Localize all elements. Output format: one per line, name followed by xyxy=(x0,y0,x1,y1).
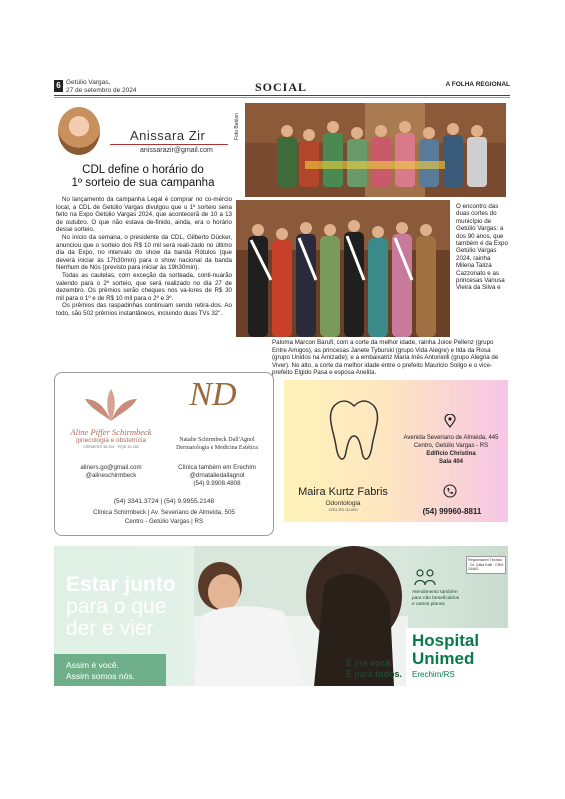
header-place: Getúlio Vargas, xyxy=(66,79,111,86)
hospital-headline2: para o que xyxy=(66,595,167,618)
article-paragraph: No lançamento da campanha Legal é comprar no co-mércio local, a CDL de Getúlio Vargas divulgou que o 1º sorteio seria feito na Expo Getúlio Vargas 2024, que aconteceră de 10 a 13 de outubro. O que não estava de-finido, ainda, era o horário desse sorteio. xyxy=(56,196,232,234)
columnist-rule xyxy=(110,144,228,145)
hospital-logo-box xyxy=(406,628,508,686)
side2-b: todos. xyxy=(375,669,403,679)
dental-address xyxy=(396,434,506,466)
clinic-instagram1[interactable]: @alineschirmbeck xyxy=(85,472,137,479)
hospital-care-note: Atendimento também para não beneficiários e outros planos xyxy=(412,590,460,607)
section-title: SOCIAL xyxy=(255,80,308,94)
dental-specialty: Odontologia xyxy=(325,500,361,507)
photo-credit: Foto Babian xyxy=(234,113,240,140)
photo-court-top-image xyxy=(245,103,506,197)
hospital-headline3: der e vier xyxy=(66,617,154,640)
page-number: 6 xyxy=(54,80,63,92)
dental-reg: CRO-RS 00.000 xyxy=(328,507,358,512)
article-paragraph: Todas as cautelas, com exceção da sorteada, conti-nuarão valendo para o 2º sorteio, que será realizado no dia 27 de dezembro. Os prêmios serão cheques nos va-lores de R$ 30 mil para o 1º e de R$ 10 mil para o 2º e 3º. xyxy=(56,271,232,302)
header-rule-thin xyxy=(54,97,510,98)
location-pin-icon xyxy=(444,414,456,428)
article-body xyxy=(56,196,232,318)
clinic-city: Centro - Getúlio Vargas | RS xyxy=(124,518,204,525)
article-paragraph: No início da semana, o presidente da CDL, Gilberto Dücker, anunciou que o sorteio dos R$ 10 mil será reali-zado no último dia da Expo, no intervalo do show da banda Rótulos (que deverá iniciar às 17h30min) para o show nacional da banda Nenhum de Nós (previsto para iniciar às 19h30min). xyxy=(56,233,232,272)
hospital-brand1: Hospital xyxy=(412,631,480,650)
people-care-icon xyxy=(414,568,436,586)
dental-ad[interactable] xyxy=(284,380,508,522)
side2-a: É para xyxy=(346,669,376,679)
hospital-city: Erechim/RS xyxy=(412,670,455,679)
hospital-tag1: Assim é você. xyxy=(66,660,119,670)
clinic-brand1-reg: CREMERS 35.391 · RQE 30.282 xyxy=(83,445,139,449)
dental-address-line3: Edifício Christina xyxy=(426,451,476,457)
dental-address-line4: Sala 404 xyxy=(438,459,464,465)
columnist-avatar xyxy=(58,107,100,155)
columnist-name: Anissara Zir xyxy=(130,128,206,143)
hospital-tag-box xyxy=(54,654,166,686)
hospital-side-copy xyxy=(346,658,402,680)
newspaper-name: A FOLHA REGIONAL xyxy=(445,81,510,88)
clinic-phones[interactable]: (54) 3341.3724 | (54) 9.9955.2148 xyxy=(113,498,215,505)
hospital-responsible: Responsável Técnico · Dr. Cátia Kalil · CRM 24463 xyxy=(466,556,506,574)
photo-caption-right: O encontro das duas cortes do município de Getúlio Vargas: a dos 90 anos, que também é da Expo Getúlio Vargas 2024, rainha Milena Taliza Cazzonato e as princesas Vanusa Vieira da Silva e xyxy=(456,203,508,292)
clinic-email[interactable]: aliners.go@gmail.com xyxy=(80,464,142,471)
article-title-line2: 1º sorteio de sua campanha xyxy=(71,177,215,189)
hospital-side-line1 xyxy=(346,658,402,669)
clinic-brand1-sub: ginecologia e obstetrícia xyxy=(75,437,147,444)
clinic-brand2-logo: ND xyxy=(189,376,237,413)
photo-caption-bottom: Paloma Marcon Barufi; com a corte da melhor idade, rainha Joice Pellenz (grupo Entre Amigos), as princesas Janete Tyburski (grupo Vida Alegre) e Ilda da Rosa (grupo Unidos na Amizade); e a embaixatriz Maria Inês Antoniolli (grupo Alegria de Viver). No alto, a corte da melhor idade entre o prefeito Mauricio Soligo e o vice-prefeito Elgido Pasa e esposa Anelita. xyxy=(272,339,499,376)
phone-icon xyxy=(443,484,457,498)
side1-b: você. xyxy=(370,658,394,668)
photo-court-top xyxy=(245,103,506,197)
hospital-side-line2 xyxy=(346,669,402,680)
dental-phone[interactable]: (54) 99960-8811 xyxy=(422,507,482,516)
header-date: 27 de setembro de 2024 xyxy=(66,86,137,94)
article-title xyxy=(58,164,228,190)
clinic-instagram2[interactable]: @drnataliedallagnol xyxy=(189,472,245,479)
dental-name: Maira Kurtz Fabris xyxy=(298,486,388,498)
clinic-brand2-sub: Dermatologia e Medicina Estética xyxy=(176,445,258,451)
header-dateline xyxy=(66,79,136,94)
photo-court-bottom-image xyxy=(236,200,450,337)
clinic-brand2-name: Natalie Schirmbeck Dall'Agnol xyxy=(179,437,255,443)
dental-address-line2: Centro, Getúlio Vargas - RS xyxy=(413,443,489,449)
clinic-ad[interactable] xyxy=(54,372,274,536)
article-paragraph: Os prêmios das raspadinhas continuam sendo retira-dos. Ao todo, são 502 prêmios instantâneos, incluindo duas TVs 32". xyxy=(56,302,232,317)
clinic-also-erechim: Clínica também em Erechim xyxy=(178,464,256,471)
side1-a: É pra xyxy=(346,658,371,668)
tooth-logo-icon xyxy=(324,396,384,466)
clinic-brand1: Aline Piffer Schirmbeck xyxy=(70,427,152,437)
hospital-tag2: Assim somos nós. xyxy=(66,671,135,681)
hospital-ad[interactable] xyxy=(54,546,508,686)
dental-address-line1: Avenida Severiano de Almeida, 445 xyxy=(403,435,499,441)
hospital-brand2: Unimed xyxy=(412,649,475,668)
article-title-line1: CDL define o horário do xyxy=(82,164,204,176)
lotus-logo-icon xyxy=(83,387,139,423)
hospital-headline1: Estar junto xyxy=(66,573,176,596)
photo-court-bottom xyxy=(236,200,450,337)
clinic-phone2[interactable]: (54) 9.9908.4808 xyxy=(193,480,241,487)
clinic-address: Clínica Schirmbeck | Av. Severiano de Almeida, 505 xyxy=(93,509,235,516)
columnist-email[interactable]: anissarazir@gmail.com xyxy=(140,147,213,154)
